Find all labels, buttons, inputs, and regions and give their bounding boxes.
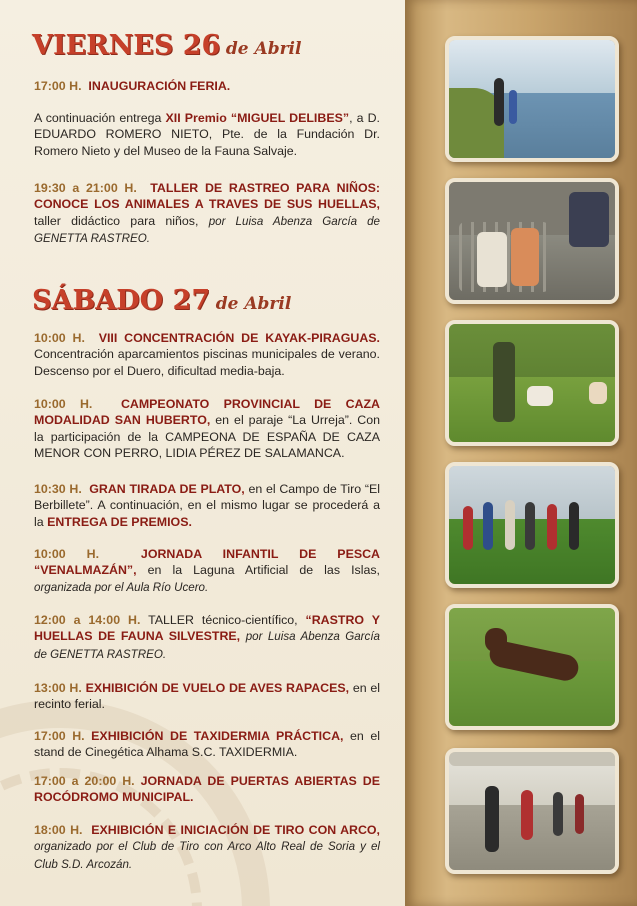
event-time: 19:30 a 21:00 H. — [34, 181, 137, 195]
event-organizer: por Luisa Abenza García de GENETTA RASTREO. — [34, 214, 380, 246]
day-title: SÁBADO 27 — [32, 285, 211, 316]
month-script: de Abril — [215, 294, 292, 314]
month-script: de Abril — [225, 39, 302, 59]
day-title: VIERNES 26 — [32, 30, 221, 61]
event-time: 17:00 H. — [34, 79, 82, 93]
event-saturday-7 — [34, 728, 380, 761]
event-title: JORNADA INFANTIL DE PESCA “VENALMAZÁN”, — [34, 547, 380, 578]
award-name: XII Premio “MIGUEL DELIBES” — [165, 111, 350, 125]
event-text: TALLER técnico-científico, — [140, 613, 306, 627]
event-time: 17:00 a 20:00 H. — [34, 774, 135, 788]
event-saturday-2 — [34, 396, 380, 462]
saturday-heading — [32, 285, 291, 316]
event-saturday-1 — [34, 330, 380, 379]
event-title: JORNADA DE PUERTAS ABIERTAS DE ROCÓDROMO MUNICIPAL. — [34, 774, 380, 805]
event-text: A continuación entrega — [34, 111, 166, 125]
event-organizer: organizada por el Aula Río Ucero. — [34, 580, 209, 594]
event-saturday-6 — [34, 680, 380, 713]
event-saturday-5 — [34, 612, 380, 663]
shooting-range-photo — [445, 748, 619, 874]
event-friday-2 — [34, 110, 380, 159]
event-friday-3 — [34, 180, 380, 248]
event-text: en el paraje “La Urreja”. Con la participación de la CAMPEONA DE ESPAÑA DE CAZA MENOR CON PERRO, LIDIA PÉREZ DE SALAMANCA. — [34, 413, 380, 461]
photo-band — [405, 0, 637, 906]
event-text: en la Laguna Artificial de las Islas, — [136, 563, 380, 578]
event-time: 17:00 H. — [34, 729, 85, 743]
event-time: 10:00 H. — [34, 397, 93, 411]
event-text: en el Campo de Tiro “El Berbillete”. A continuación, en el mismo lugar se procederá a la — [34, 482, 380, 529]
event-title: TALLER DE RASTREO PARA NIÑOS: CONOCE LOS ANIMALES A TRAVES DE SUS HUELLAS, — [34, 181, 380, 212]
event-text: Concentración aparcamientos piscinas municipales de verano. Descenso por el Duero, dificultad media-baja. — [34, 347, 380, 378]
event-title: EXHIBICIÓN DE VUELO DE AVES RAPACES, — [85, 681, 350, 695]
event-organizer: por Luisa Abenza García de GENETTA RASTREO. — [34, 630, 381, 661]
event-title: “RASTRO Y HUELLAS DE FAUNA SILVESTRE, — [34, 613, 380, 644]
dog-jumping-photo — [445, 604, 619, 730]
event-title: GRAN TIRADA DE PLATO, — [89, 482, 245, 496]
dogs-in-kennel-photo — [445, 178, 619, 304]
lake-with-people-photo — [445, 36, 619, 162]
archers-on-field-photo — [445, 462, 619, 588]
event-title: VIII CONCENTRACIÓN DE KAYAK-PIRAGUAS. — [98, 331, 380, 345]
event-text: en el recinto ferial. — [34, 681, 381, 712]
friday-heading — [32, 30, 301, 61]
event-title: ENTREGA DE PREMIOS. — [47, 514, 192, 529]
event-time: 10:00 H. — [34, 547, 100, 561]
event-saturday-4 — [34, 546, 380, 596]
event-text: , a D. EDUARDO ROMERO NIETO, Pte. de la Fundación Dr. Romero Nieto y del Museo de la Fauna Salvaje. — [34, 111, 381, 158]
event-time: 18:00 H. — [34, 823, 83, 837]
event-saturday-8 — [34, 773, 380, 806]
event-text: en el stand de Cinegética Alhama S.C. TAXIDERMIA. — [34, 729, 380, 760]
event-saturday-9 — [34, 822, 380, 873]
event-title: EXHIBICIÓN E INICIACIÓN DE TIRO CON ARCO, — [91, 823, 381, 837]
event-time: 13:00 H. — [34, 681, 82, 695]
event-time: 10:30 H. — [34, 482, 82, 496]
event-organizer: organizado por el Club de Tiro con Arco Alto Real de Soria y el Club S.D. Arcozán. — [34, 840, 380, 871]
event-time: 10:00 H. — [34, 331, 85, 345]
event-title: EXHIBICIÓN DE TAXIDERMIA PRÁCTICA, — [91, 729, 344, 743]
event-friday-1 — [34, 78, 380, 94]
hunter-with-dogs-photo — [445, 320, 619, 446]
event-time: 12:00 a 14:00 H. — [34, 613, 141, 627]
event-saturday-3 — [34, 481, 380, 530]
event-title: INAUGURACIÓN FERIA. — [88, 79, 231, 93]
event-text: taller didáctico para niños, — [34, 213, 209, 228]
event-title: CAMPEONATO PROVINCIAL DE CAZA MODALIDAD SAN HUBERTO, — [34, 397, 380, 428]
